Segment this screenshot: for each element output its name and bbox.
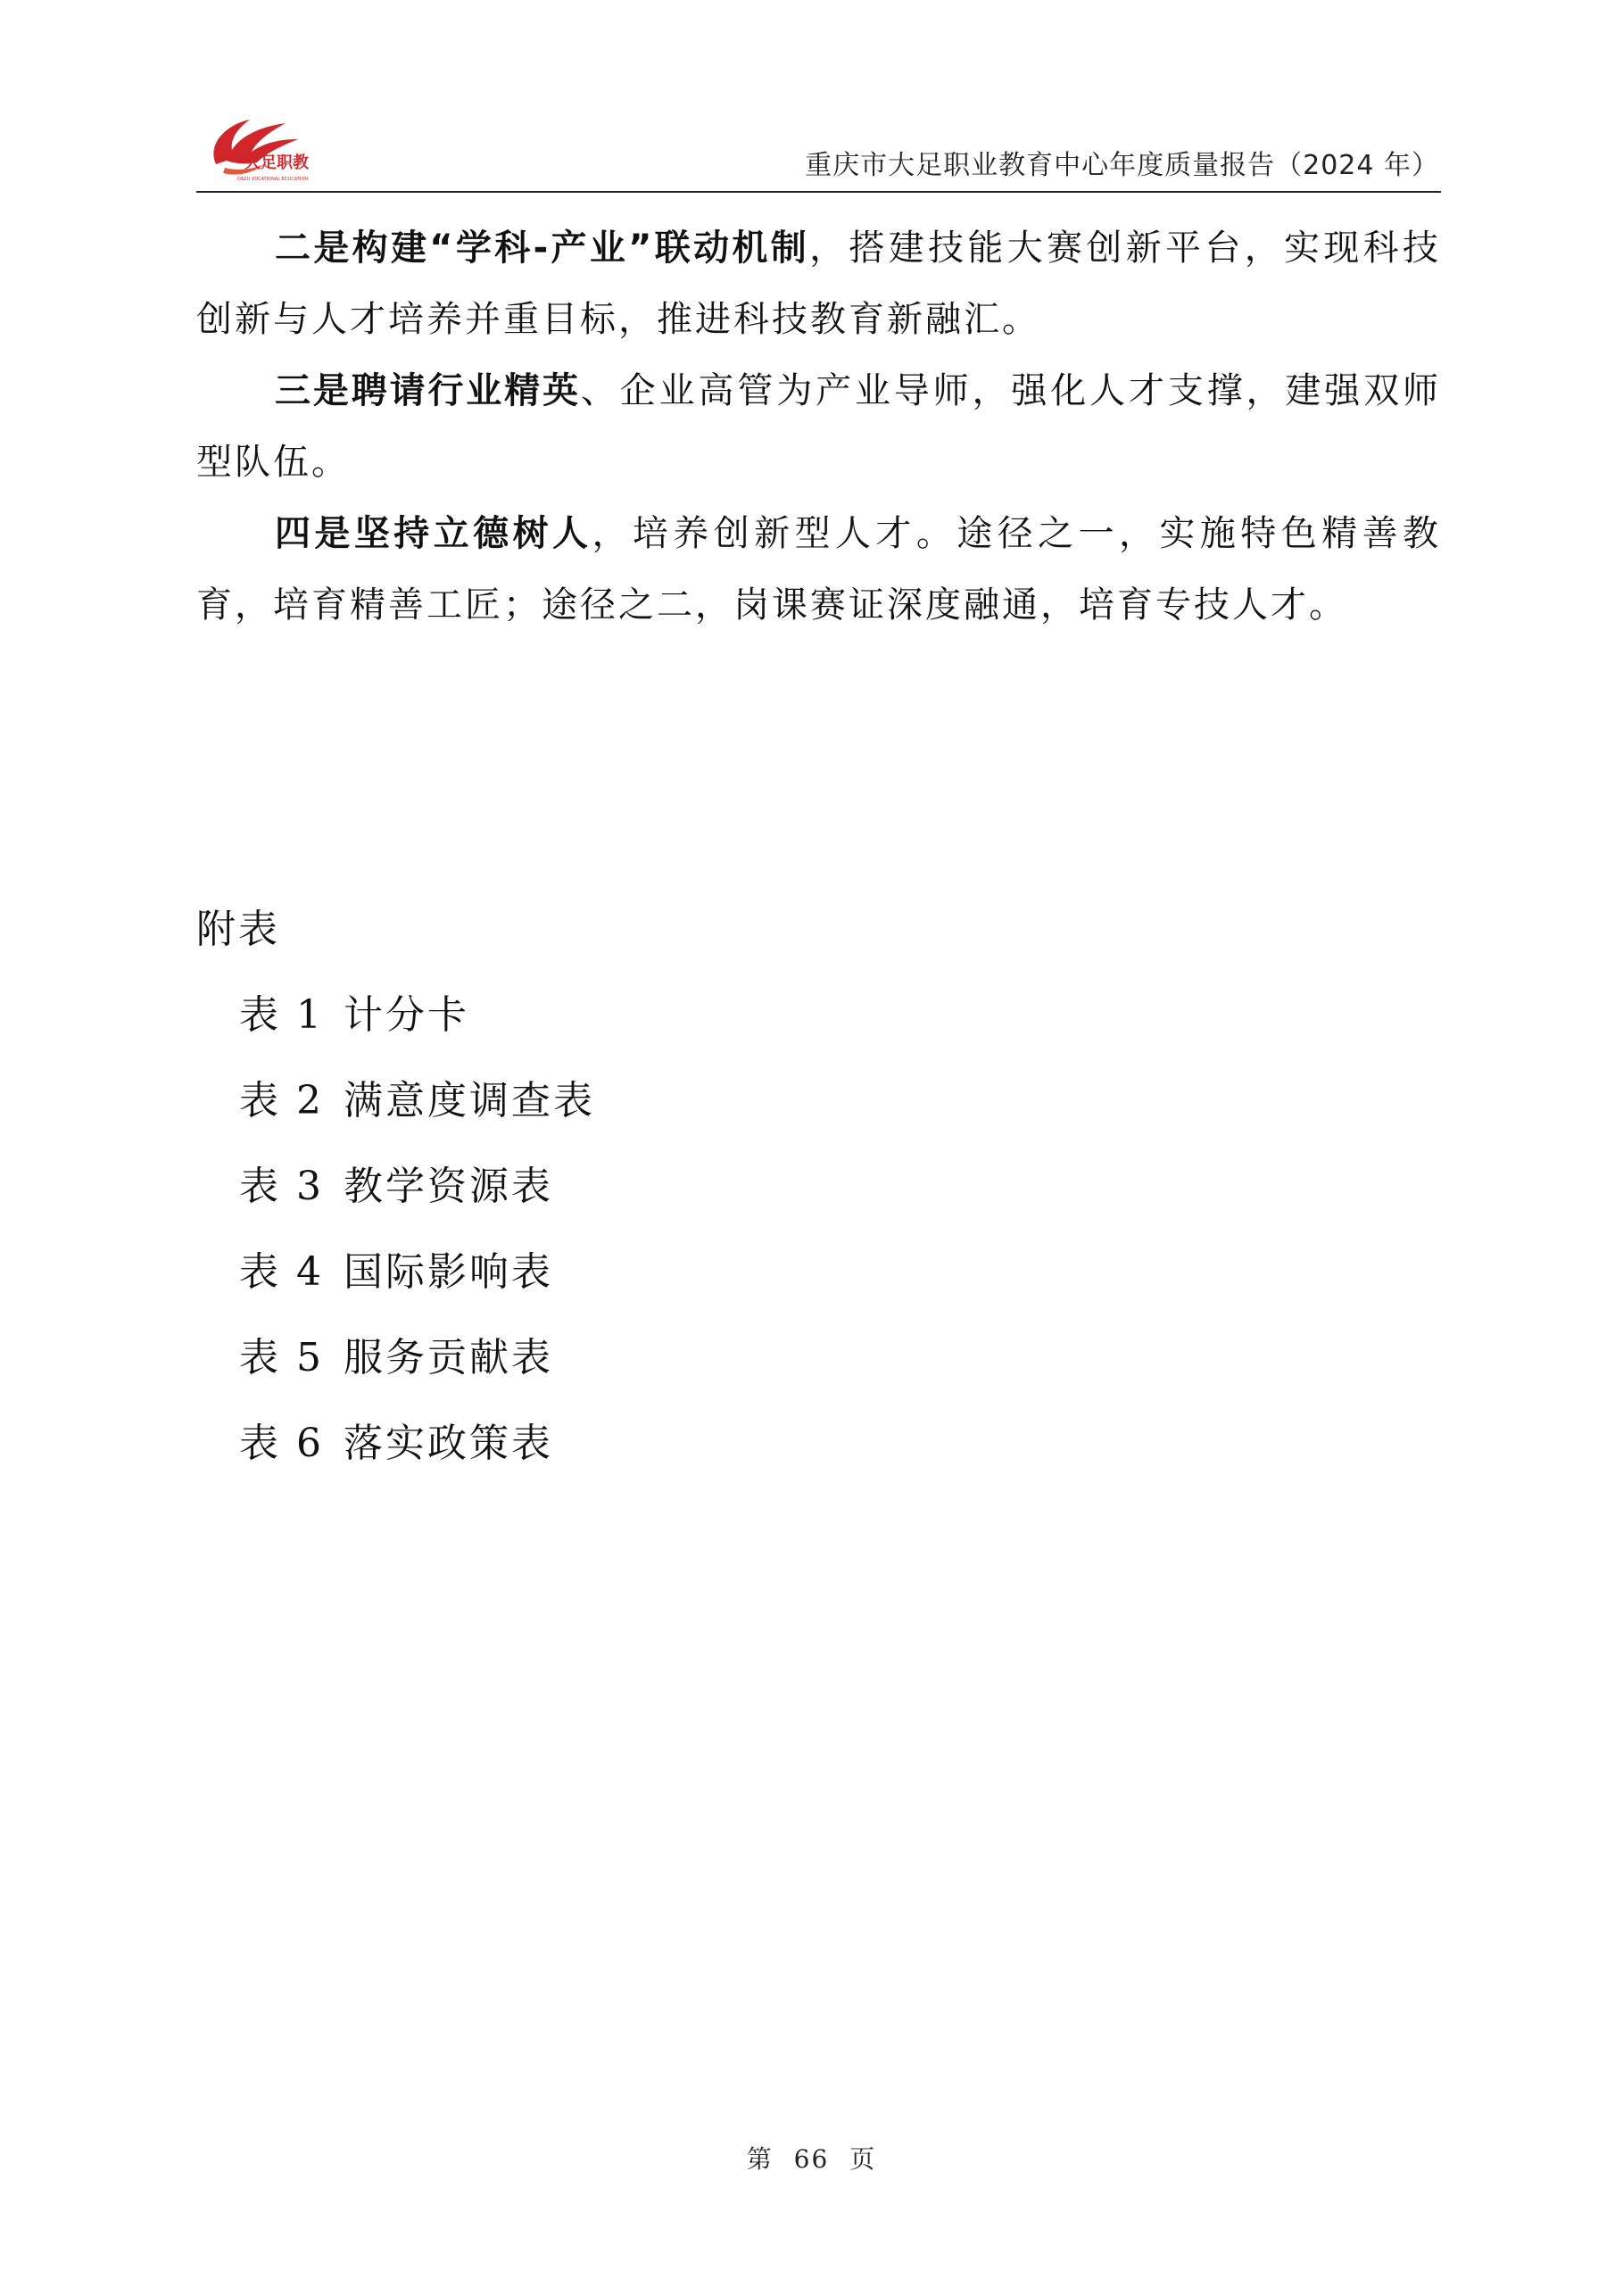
school-logo (198, 109, 314, 189)
appendix-heading: 附表 (196, 907, 280, 952)
appendix-item (239, 1417, 595, 1503)
paragraph-4-lead: 四是坚持立德树人 (275, 513, 592, 554)
paragraph-4 (196, 498, 1441, 641)
body-text (196, 212, 1441, 641)
paragraph-2-text: ，搭建技能大赛创新平台，实现科技创新与人才培养并重目标，推进科技教育新融汇。 (196, 228, 1441, 340)
paragraph-3-text: 、企业高管为产业导师，强化人才支撑，建强双师型队伍。 (196, 370, 1442, 483)
paragraph-3-lead: 三是聘请行业精英 (275, 370, 581, 411)
phoenix-logo-icon (198, 109, 314, 189)
appendix-item-label: 服务贡献表 (343, 1335, 553, 1380)
appendix-list (239, 989, 595, 1503)
page-footer (0, 2140, 1623, 2176)
paragraph-3 (196, 355, 1441, 498)
logo-subtext: DAZU VOCATIONAL EDUCATION (237, 177, 309, 182)
appendix-item-label: 落实政策表 (343, 1421, 553, 1466)
appendix-item-number: 表 2 (239, 1078, 324, 1123)
paragraph-2-lead: 二是构建“学科-产业”联动机制 (275, 228, 810, 269)
logo-text: 大足职教 (244, 153, 309, 172)
appendix-item-label: 国际影响表 (343, 1249, 553, 1295)
appendix-item-label: 满意度调查表 (343, 1078, 595, 1123)
report-title: 重庆市大足职业教育中心年度质量报告（2024 年） (805, 150, 1439, 181)
appendix-item (239, 989, 595, 1074)
page-number: 66 (793, 2144, 830, 2174)
appendix-item-number: 表 3 (239, 1164, 324, 1209)
appendix-item-label: 计分卡 (343, 992, 469, 1038)
page-number-prefix: 第 (746, 2144, 774, 2174)
paragraph-2 (196, 212, 1441, 355)
paragraph-4-text: ，培养创新型人才。途径之一，实施特色精善教育，培育精善工匠；途径之二，岗课赛证深度融通，培育专技人才。 (196, 513, 1442, 626)
appendix-item-label: 教学资源表 (343, 1164, 553, 1209)
appendix-item-number: 表 1 (239, 992, 324, 1038)
appendix-item-number: 表 6 (239, 1421, 324, 1466)
appendix-item (239, 1331, 595, 1417)
appendix-item-number: 表 4 (239, 1249, 324, 1295)
page-number-suffix: 页 (849, 2144, 877, 2174)
appendix-item (239, 1246, 595, 1331)
appendix-item-number: 表 5 (239, 1335, 324, 1380)
appendix-item (239, 1160, 595, 1246)
page-header (196, 105, 1441, 193)
appendix-item (239, 1074, 595, 1160)
